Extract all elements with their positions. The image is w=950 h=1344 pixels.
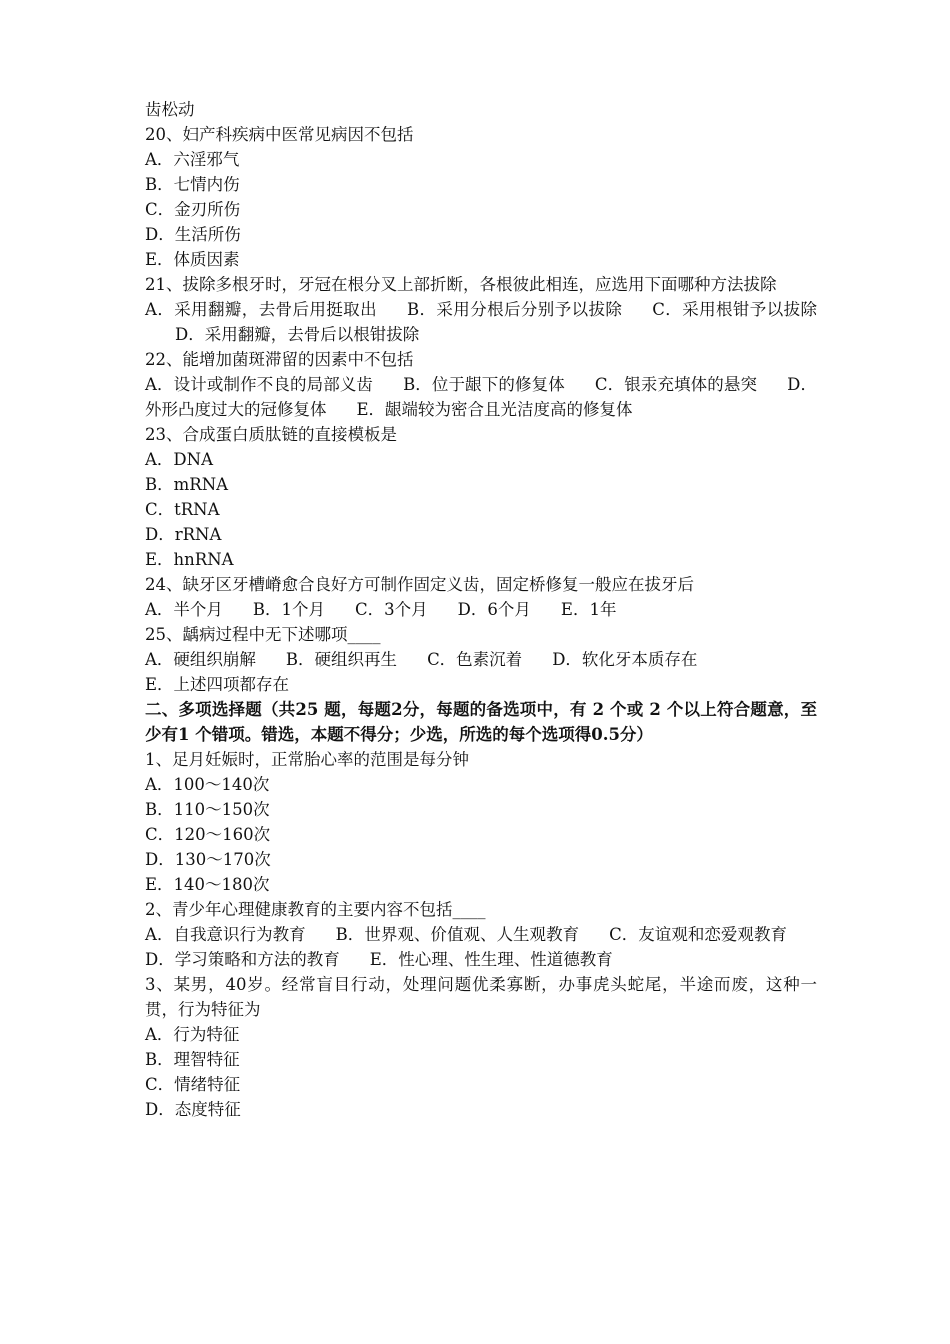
- question-25-option-d: D．软化牙本质存在: [552, 650, 698, 669]
- question-20-option-b: B．七情内伤: [145, 175, 240, 194]
- document-page: [145, 97, 817, 1122]
- question-22-options: [145, 372, 817, 422]
- question-24-option-a: A．半个月: [145, 600, 223, 619]
- multi-question-2-stem: 2、青少年心理健康教育的主要内容不包括____: [145, 900, 486, 919]
- question-25-option-e: E．上述四项都存在: [145, 675, 290, 694]
- question-25-option-b: B．硬组织再生: [285, 650, 398, 669]
- question-22-option-b: B．位于龈下的修复体: [403, 375, 565, 394]
- section-2-heading: 二、多项选择题（共25 题，每题2分，每题的备选项中，有 2 个或 2 个以上符合题意，至少有1 个错项。错选，本题不得分；少选，所选的每个选项得0.5分）: [145, 700, 817, 744]
- multi-question-3-option-d: D．态度特征: [145, 1100, 241, 1119]
- question-21-option-b: B．采用分根后分别予以拔除: [406, 300, 623, 319]
- question-22-option-c: C．银汞充填体的悬突: [594, 375, 758, 394]
- question-23-option-d: D．rRNA: [145, 525, 222, 544]
- question-20-option-c: C．金刃所伤: [145, 200, 241, 219]
- question-20-option-a: A．六淫邪气: [145, 150, 240, 169]
- question-21-options: [145, 297, 817, 347]
- multi-question-2-option-e: E．性心理、性生理、性道德教育: [369, 950, 613, 969]
- question-21-option-c: C．采用根钳予以拔除: [652, 300, 817, 319]
- multi-question-1-option-e: E．140～180次: [145, 875, 270, 894]
- multi-question-3-option-b: B．理智特征: [145, 1050, 240, 1069]
- multi-question-1-stem: 1、足月妊娠时，正常胎心率的范围是每分钟: [145, 750, 469, 769]
- multi-question-2-options: [145, 922, 817, 972]
- question-25-options: [145, 647, 817, 672]
- question-25-stem: 25、龋病过程中无下述哪项____: [145, 625, 381, 644]
- question-20-option-d: D．生活所伤: [145, 225, 241, 244]
- question-21-option-a: A．采用翻瓣，去骨后用挺取出: [145, 300, 377, 319]
- multi-question-1-option-a: A．100～140次: [145, 775, 270, 794]
- question-22-option-d: D．外形凸度过大的冠修复体: [145, 375, 818, 419]
- multi-question-2-option-a: A．自我意识行为教育: [145, 925, 306, 944]
- multi-question-2-option-d: D．学习策略和方法的教育: [145, 950, 340, 969]
- multi-question-3-option-a: A．行为特征: [145, 1025, 240, 1044]
- question-23-option-e: E．hnRNA: [145, 550, 234, 569]
- question-24-option-c: C．3个月: [355, 600, 428, 619]
- question-20-option-e: E．体质因素: [145, 250, 240, 269]
- question-24-option-e: E．1年: [560, 600, 617, 619]
- multi-question-2-option-c: C．友谊观和恋爱观教育: [609, 925, 787, 944]
- question-24-options: [145, 597, 817, 622]
- multi-question-3-option-c: C．情绪特征: [145, 1075, 241, 1094]
- question-23-option-a: A．DNA: [145, 450, 213, 469]
- question-24-option-d: D．6个月: [457, 600, 531, 619]
- question-20-stem: 20、妇产科疾病中医常见病因不包括: [145, 125, 414, 144]
- question-22-stem: 22、能增加菌斑滞留的因素中不包括: [145, 350, 414, 369]
- question-24-stem: 24、缺牙区牙槽嵴愈合良好方可制作固定义齿，固定桥修复一般应在拔牙后: [145, 575, 694, 594]
- question-23-option-b: B．mRNA: [145, 475, 229, 494]
- question-21-stem: 21、拔除多根牙时，牙冠在根分叉上部折断，各根彼此相连，应选用下面哪种方法拔除: [145, 275, 777, 294]
- multi-question-1-option-c: C．120～160次: [145, 825, 271, 844]
- continued-line: 齿松动: [145, 100, 195, 119]
- question-21-option-d: D．采用翻瓣，去骨后以根钳拔除: [175, 325, 420, 344]
- question-24-option-b: B．1个月: [252, 600, 326, 619]
- multi-question-3-stem: 3、某男，40岁。经常盲目行动，处理问题优柔寡断，办事虎头蛇尾，半途而废，这种一贯，行为特征为: [145, 975, 817, 1019]
- question-25-option-a: A．硬组织崩解: [145, 650, 256, 669]
- question-25-option-c: C．色素沉着: [427, 650, 523, 669]
- multi-question-1-option-d: D．130～170次: [145, 850, 271, 869]
- question-23-stem: 23、合成蛋白质肽链的直接模板是: [145, 425, 397, 444]
- question-22-option-a: A．设计或制作不良的局部义齿: [145, 375, 374, 394]
- multi-question-2-option-b: B．世界观、价值观、人生观教育: [335, 925, 580, 944]
- multi-question-1-option-b: B．110～150次: [145, 800, 270, 819]
- question-23-option-c: C．tRNA: [145, 500, 220, 519]
- question-22-option-e: E．龈端较为密合且光洁度高的修复体: [356, 400, 633, 419]
